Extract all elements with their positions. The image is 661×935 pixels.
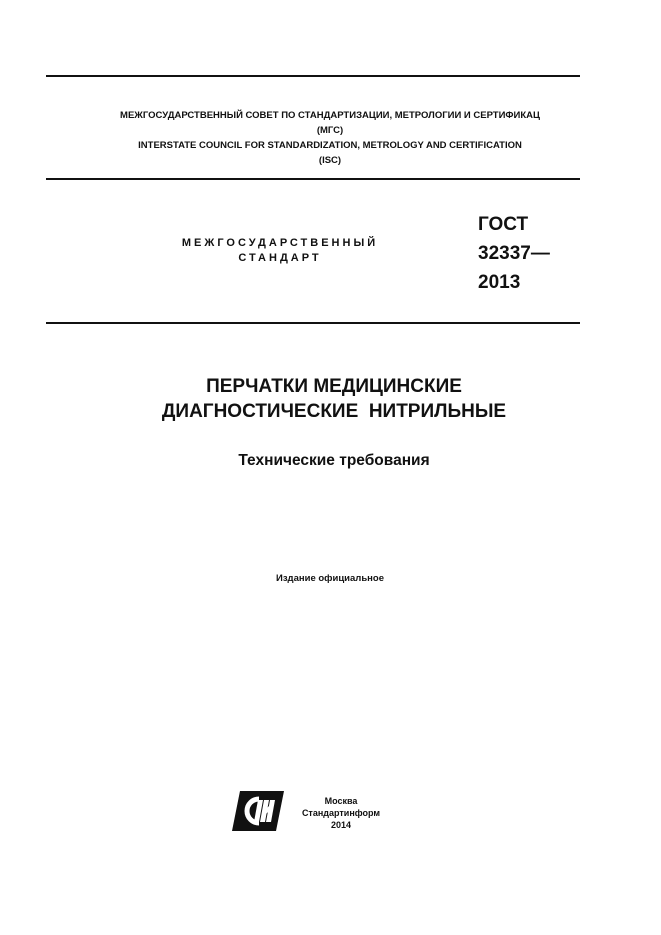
designation-number: 32337— [478,243,550,264]
council-name-ru: МЕЖГОСУДАРСТВЕННЫЙ СОВЕТ ПО СТАНДАРТИЗАЦИИ, МЕТРОЛОГИИ И СЕРТИФИКАЦ [120,110,540,121]
council-abbr-ru: (МГС) [316,125,344,136]
designation-divider [46,322,580,324]
council-header [60,108,600,168]
designation-prefix: ГОСТ [478,214,529,235]
standard-type-line1: МЕЖГОСУДАРСТВЕННЫЙ [181,237,379,249]
document-title-line1: ПЕРЧАТКИ МЕДИЦИНСКИЕ [206,376,462,397]
top-divider [46,75,580,77]
header-divider [46,178,580,180]
document-title-line2: ДИАГНОСТИЧЕСКИЕ НИТРИЛЬНЫЕ [161,401,507,422]
standartinform-logo-icon [232,791,284,831]
designation-year: 2013 [478,272,521,293]
standard-type-line2: СТАНДАРТ [238,252,322,264]
document-subtitle: Технические требования [238,452,430,469]
publisher-block [296,795,386,831]
publication-year: 2014 [330,820,352,830]
edition-note: Издание официальное [276,573,384,584]
publisher-name: Стандартинформ [301,808,381,818]
standard-type [150,236,410,266]
publisher-city: Москва [324,796,358,806]
council-abbr-en: (ISC) [318,155,342,166]
document-title [60,374,608,424]
council-name-en: INTERSTATE COUNCIL FOR STANDARDIZATION, METROLOGY AND CERTIFICATION [138,140,522,151]
standard-designation [478,210,550,297]
